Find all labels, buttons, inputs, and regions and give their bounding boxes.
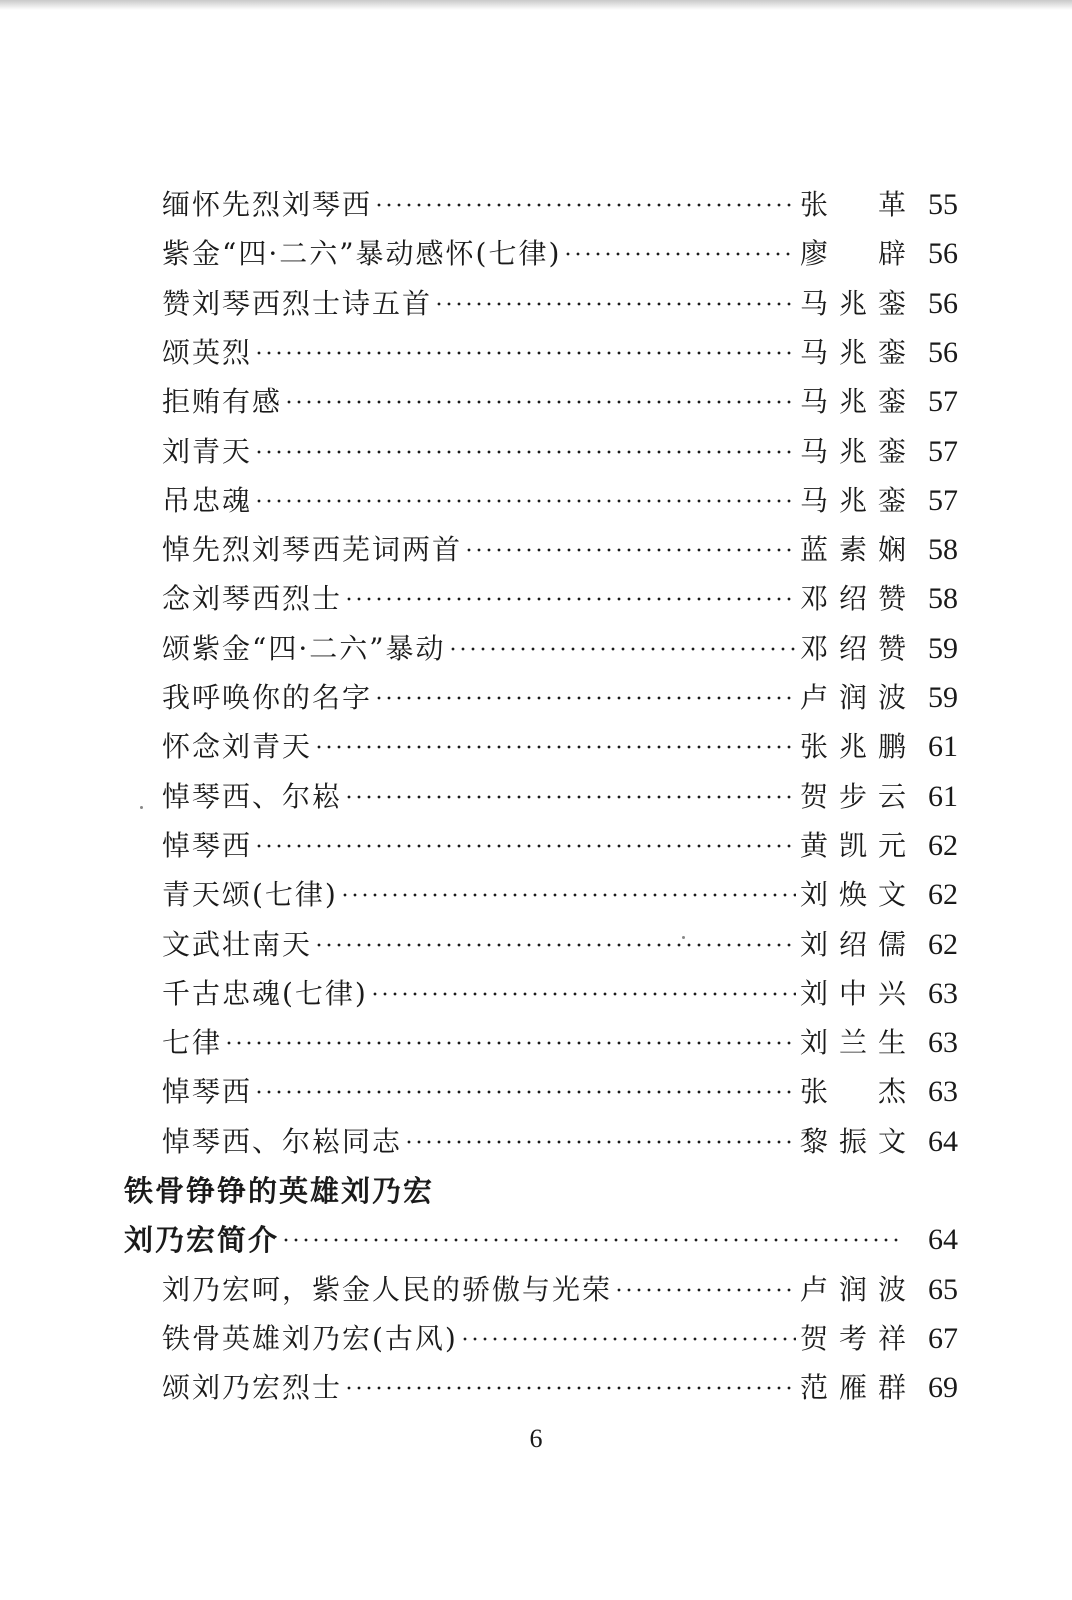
dot-leader — [614, 1288, 796, 1292]
toc-author: 马兆銮 — [800, 385, 908, 419]
scan-edge-shadow — [0, 0, 1072, 10]
toc-row — [162, 1021, 958, 1065]
toc-title: 刘乃宏简介 — [124, 1223, 280, 1258]
toc-row — [162, 380, 958, 424]
toc-page-number: 57 — [928, 483, 958, 517]
toc-row — [162, 923, 958, 967]
toc-page-number: 56 — [928, 335, 958, 369]
toc-author: 刘焕文 — [800, 878, 908, 912]
toc-row — [162, 232, 958, 276]
toc-row — [162, 528, 958, 572]
dot-leader — [284, 400, 796, 404]
toc-title: 颂紫金“四·二六”暴动 — [162, 631, 446, 665]
toc-author: 马兆銮 — [800, 483, 908, 517]
dot-leader — [224, 1041, 796, 1045]
toc-title: 刘青天 — [162, 434, 253, 468]
dot-leader — [374, 696, 796, 700]
toc-page-number: 61 — [928, 779, 958, 813]
toc-row — [162, 1268, 958, 1312]
toc-author: 贺考祥 — [800, 1321, 908, 1355]
toc-title: 铁骨铮铮的英雄刘乃宏 — [124, 1174, 435, 1208]
toc-part-heading — [124, 1169, 958, 1213]
toc-page-number: 62 — [928, 828, 958, 862]
toc-row — [162, 1366, 958, 1410]
toc-row — [162, 824, 958, 868]
toc-title: 青天颂(七律) — [162, 878, 338, 912]
toc-row — [162, 183, 958, 227]
toc-page-number: 58 — [928, 533, 958, 567]
toc-author: 黄凯元 — [800, 828, 908, 862]
toc-row — [162, 1317, 958, 1361]
scan-speck — [140, 806, 143, 809]
toc-section-row — [124, 1218, 958, 1262]
toc-page-number: 58 — [928, 582, 958, 616]
toc-page-number: 56 — [928, 237, 958, 271]
toc-author: 马兆銮 — [800, 434, 908, 468]
toc-author: 刘中兴 — [800, 976, 908, 1010]
toc-row — [162, 725, 958, 769]
toc-page-number: 64 — [928, 1124, 958, 1158]
toc-row — [162, 577, 958, 621]
toc-row — [162, 627, 958, 671]
toc-title: 我呼唤你的名字 — [162, 681, 373, 714]
dot-leader — [344, 795, 796, 799]
toc-author: 刘兰生 — [800, 1026, 908, 1060]
toc-title: 赞刘琴西烈士诗五首 — [162, 286, 433, 320]
toc-row — [162, 972, 958, 1016]
toc-title: 文武壮南天 — [162, 927, 313, 961]
dot-leader — [340, 893, 796, 897]
toc-page-number: 57 — [928, 434, 958, 468]
toc-page-number: 57 — [928, 385, 958, 419]
toc-author: 廖 辟 — [800, 237, 908, 271]
toc-row — [162, 676, 958, 720]
toc-title: 悼琴西、尔崧同志 — [162, 1124, 403, 1158]
toc-title: 悼琴西、尔崧 — [162, 779, 343, 813]
toc-author: 刘绍儒 — [800, 927, 908, 961]
toc-page-number: 63 — [928, 1026, 958, 1060]
dot-leader — [464, 548, 796, 552]
dot-leader — [344, 1386, 796, 1390]
dot-leader — [254, 450, 796, 454]
toc-row — [162, 282, 958, 326]
toc-page-number: 62 — [928, 878, 958, 912]
toc-author: 卢润波 — [800, 1272, 908, 1306]
toc-row — [162, 1070, 958, 1114]
toc-page-number: 65 — [928, 1272, 958, 1306]
dot-leader — [563, 252, 796, 256]
toc-title: 吊忠魂 — [162, 483, 253, 517]
dot-leader — [460, 1337, 796, 1341]
toc-row — [162, 1120, 958, 1164]
dot-leader — [254, 351, 796, 355]
toc-author: 蓝素娴 — [800, 533, 908, 567]
page-number: 6 — [529, 1424, 543, 1453]
toc-author: 张 革 — [800, 188, 908, 221]
toc-row — [162, 775, 958, 819]
toc-author: 马兆銮 — [800, 286, 908, 320]
toc-author: 贺步云 — [800, 779, 908, 813]
toc-title: 颂刘乃宏烈士 — [162, 1371, 343, 1405]
dot-leader — [434, 302, 796, 306]
dot-leader — [254, 499, 796, 503]
toc-author: 范雁群 — [800, 1371, 908, 1405]
toc-title: 刘乃宏呵，紫金人民的骄傲与光荣 — [162, 1272, 613, 1306]
dot-leader — [281, 1238, 904, 1242]
dot-leader — [254, 844, 796, 848]
dot-leader — [448, 647, 796, 651]
toc-row — [162, 331, 958, 375]
toc-author: 张兆鹏 — [800, 730, 908, 764]
toc-title: 铁骨英雄刘乃宏(古风) — [162, 1321, 458, 1355]
toc-author: 邓绍赞 — [800, 631, 908, 665]
dot-leader — [254, 1090, 796, 1094]
dot-leader — [370, 992, 796, 996]
dot-leader — [344, 597, 796, 601]
toc-page-number: 62 — [928, 927, 958, 961]
dot-leader — [404, 1140, 796, 1144]
toc-title: 悼琴西 — [162, 1075, 253, 1109]
toc-page-number: 59 — [928, 631, 958, 665]
toc-row — [162, 479, 958, 523]
dot-leader — [314, 943, 796, 947]
toc-page-number: 63 — [928, 976, 958, 1010]
toc-author: 张 杰 — [800, 1075, 908, 1109]
toc-page-number: 59 — [928, 681, 958, 714]
toc-page-number: 67 — [928, 1321, 958, 1355]
toc-author: 马兆銮 — [800, 335, 908, 369]
toc-title: 悼琴西 — [162, 828, 253, 862]
toc-row — [162, 873, 958, 917]
toc-page-number: 61 — [928, 730, 958, 764]
toc-page-number: 56 — [928, 286, 958, 320]
toc-page-number: 69 — [928, 1371, 958, 1405]
toc-title: 千古忠魂(七律) — [162, 976, 368, 1010]
toc-author: 卢润波 — [800, 681, 908, 714]
toc-page-number: 55 — [928, 188, 958, 221]
toc-author: 黎振文 — [800, 1124, 908, 1158]
dot-leader — [374, 203, 796, 207]
toc-title: 念刘琴西烈士 — [162, 582, 343, 616]
toc-title: 七律 — [162, 1026, 223, 1060]
toc-page-number: 64 — [928, 1223, 958, 1257]
toc-title: 颂英烈 — [162, 335, 253, 369]
toc-row — [162, 430, 958, 474]
dot-leader — [314, 745, 796, 749]
toc-author: 邓绍赞 — [800, 582, 908, 616]
toc-title: 缅怀先烈刘琴西 — [162, 188, 373, 221]
toc-title: 悼先烈刘琴西芜词两首 — [162, 533, 463, 567]
toc-title: 拒贿有感 — [162, 385, 283, 419]
toc-title: 怀念刘青天 — [162, 730, 313, 764]
toc-page-number: 63 — [928, 1075, 958, 1109]
toc-title: 紫金“四·二六”暴动感怀(七律) — [162, 237, 562, 271]
